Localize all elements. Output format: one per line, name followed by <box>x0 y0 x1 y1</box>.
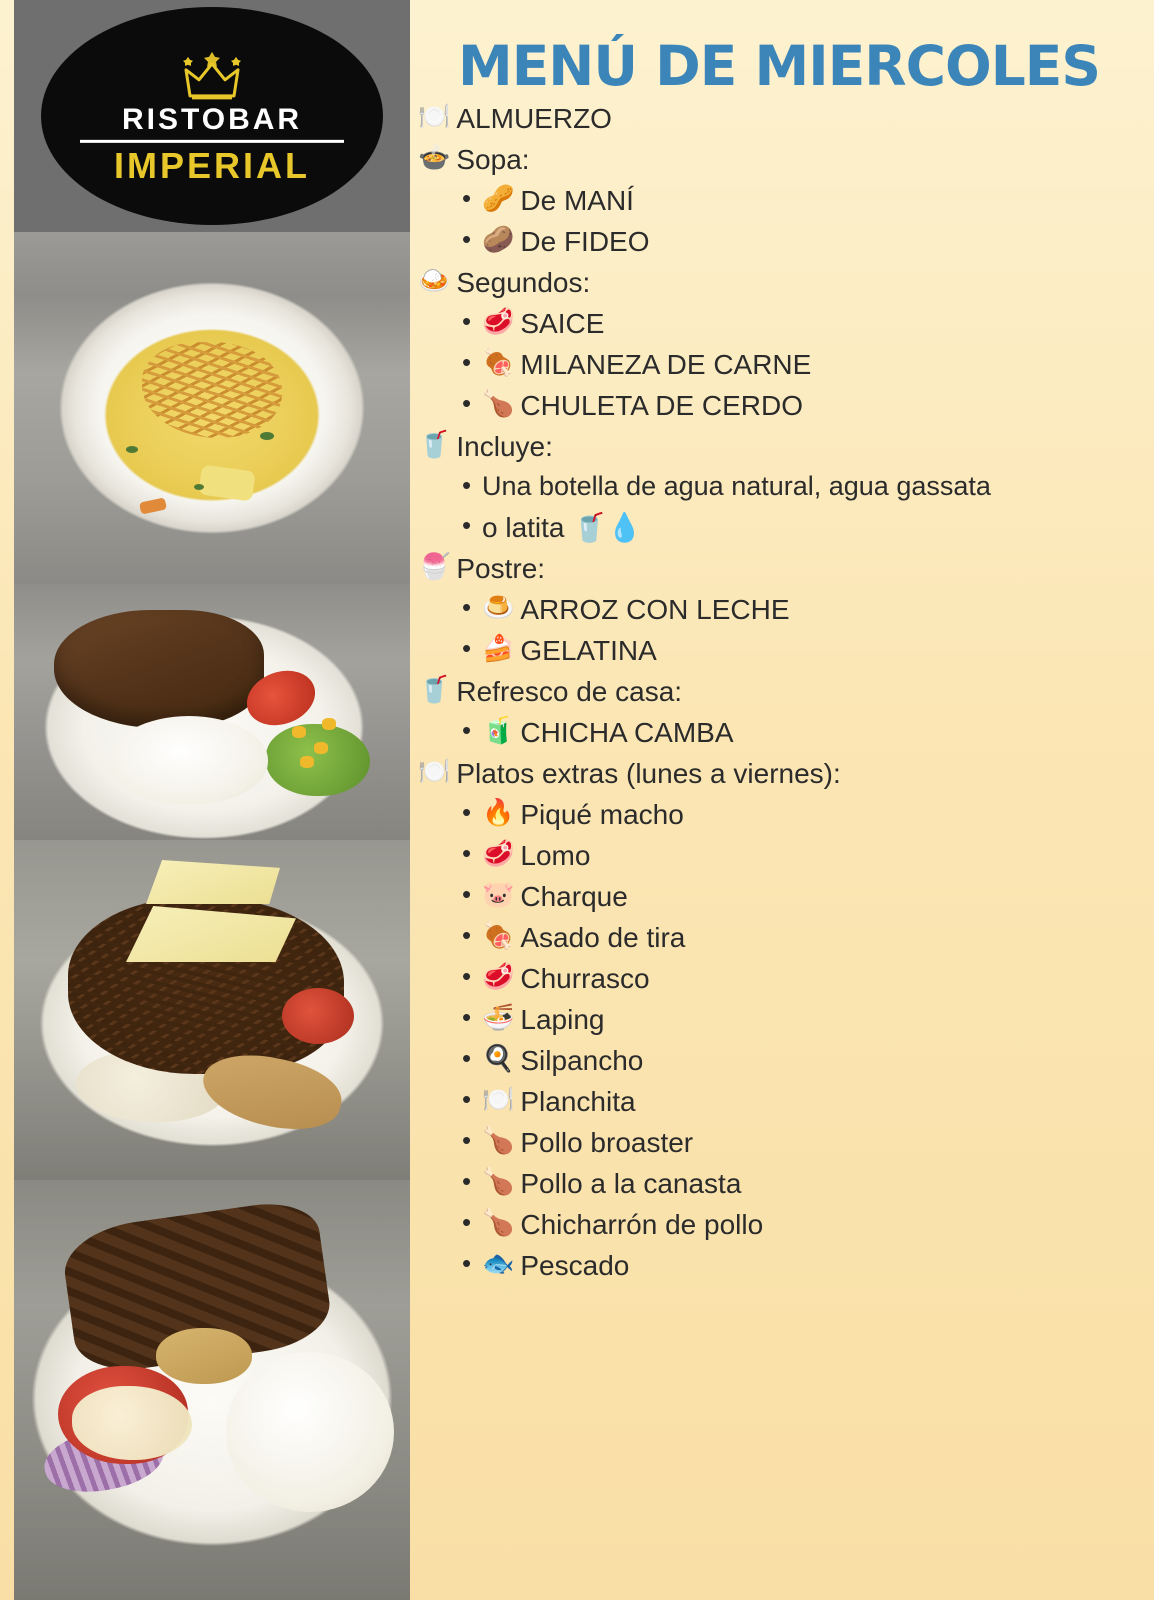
corn-kernel <box>314 742 328 754</box>
cheese-slice <box>146 860 280 904</box>
soup-herb <box>194 484 204 490</box>
list-item <box>418 962 1144 995</box>
item-label: Una botella de agua natural, agua gassata <box>482 471 991 502</box>
menu-column <box>410 0 1154 1600</box>
custard-icon: 🍮 <box>482 592 515 623</box>
bullet-icon: • <box>462 1207 472 1238</box>
potato <box>156 1328 252 1384</box>
item-label: Pollo a la canasta <box>520 1168 742 1200</box>
photo-column <box>14 0 410 1600</box>
cutlery-icon: 🍽️ <box>418 757 451 788</box>
curry-rice-icon: 🍛 <box>418 265 451 296</box>
list-item <box>418 798 1144 831</box>
list-item <box>418 1249 1144 1282</box>
list-item <box>418 225 1144 258</box>
section-label: ALMUERZO <box>456 102 612 134</box>
peanut-icon: 🥜 <box>482 183 515 214</box>
section-header-incluye <box>418 430 1144 463</box>
shaved-ice-icon: 🍧 <box>418 551 451 582</box>
cup-with-straw-icon: 🥤 <box>418 675 451 706</box>
bullet-icon: • <box>462 961 472 992</box>
logo-block <box>14 0 410 232</box>
item-label: Piqué macho <box>520 799 684 831</box>
list-item <box>418 1085 1144 1118</box>
list-item <box>418 634 1144 667</box>
section-header-almuerzo <box>418 102 1144 135</box>
section-label: Platos extras (lunes a viernes): <box>456 758 841 790</box>
page-title: MENÚ DE MIERCOLES <box>458 34 1100 98</box>
item-label: ARROZ CON LECHE <box>520 593 790 625</box>
photo-sopa-de-fideo <box>14 232 410 584</box>
bullet-icon: • <box>462 1043 472 1074</box>
item-label: De MANÍ <box>520 184 634 216</box>
bullet-icon: • <box>462 920 472 951</box>
soup-bowl-icon: 🍲 <box>418 142 451 173</box>
meat-on-bone-icon: 🍖 <box>482 921 515 952</box>
list-item <box>418 1126 1144 1159</box>
section-header-segundos <box>418 266 1144 299</box>
steak-icon: 🥩 <box>482 306 515 337</box>
bullet-icon: • <box>462 632 472 663</box>
bullet-icon: • <box>462 1248 472 1279</box>
section-label: Segundos: <box>456 266 591 298</box>
poultry-leg-icon: 🍗 <box>482 388 515 419</box>
meat-on-bone-icon: 🍖 <box>482 347 515 378</box>
item-label: Asado de tira <box>520 922 686 954</box>
item-label: CHICHA CAMBA <box>520 717 734 749</box>
beverage-box-icon: 🧃 <box>482 716 515 747</box>
poultry-leg-icon: 🍗 <box>482 1208 515 1239</box>
section-label: Incluye: <box>456 431 553 462</box>
item-label: CHULETA DE CERDO <box>520 389 804 421</box>
potato-icon: 🥔 <box>482 224 515 255</box>
bullet-icon: • <box>462 797 472 828</box>
pork-chop <box>54 610 264 728</box>
list-item <box>418 184 1144 217</box>
soup-herb <box>260 432 274 440</box>
soup-herb <box>126 446 138 453</box>
list-item <box>418 921 1144 954</box>
item-label: SAICE <box>520 307 605 339</box>
tomato <box>282 988 354 1044</box>
item-label: De FIDEO <box>520 225 650 257</box>
list-item <box>418 471 1144 503</box>
list-item <box>418 1003 1144 1036</box>
logo-content <box>62 48 362 184</box>
corn-kernel <box>292 726 306 738</box>
logo-brand-bottom: IMPERIAL <box>113 144 310 186</box>
logo-brand-top: RISTOBAR <box>121 102 303 136</box>
noodle-bowl-icon: 🍜 <box>482 1003 515 1034</box>
section-header-postre <box>418 552 1144 585</box>
bullet-icon: • <box>462 1002 472 1033</box>
bullet-icon: • <box>462 509 472 540</box>
bullet-icon: • <box>462 387 472 418</box>
item-label: Chicharrón de pollo <box>520 1209 764 1241</box>
cup-with-straw-icon: 🥤 <box>418 430 451 460</box>
crumbled-cheese <box>72 1386 192 1460</box>
corn-kernel <box>300 756 314 768</box>
item-label: Pollo broaster <box>520 1127 694 1159</box>
poultry-leg-icon: 🍗 <box>482 1167 515 1198</box>
corn-kernel <box>322 718 336 730</box>
soup-potato <box>198 464 256 501</box>
list-item <box>418 511 1144 544</box>
list-item <box>418 839 1144 872</box>
photo-charque <box>14 840 410 1180</box>
item-label: Laping <box>520 1004 605 1036</box>
item-label: Planchita <box>520 1086 636 1118</box>
section-label: Refresco de casa: <box>456 676 683 708</box>
lettuce <box>266 724 370 796</box>
white-rice <box>226 1352 394 1512</box>
soup-noodles <box>142 342 282 438</box>
bullet-icon: • <box>462 715 472 746</box>
section-label: Postre: <box>456 552 546 584</box>
pig-face-icon: 🐷 <box>482 880 515 911</box>
list-item <box>418 1044 1144 1077</box>
cake-slice-icon: 🍰 <box>482 633 515 664</box>
section-label: Sopa: <box>456 143 530 175</box>
fried-egg-icon: 🍳 <box>482 1044 515 1075</box>
bullet-icon: • <box>462 223 472 254</box>
list-item <box>418 348 1144 381</box>
item-label: Pescado <box>520 1250 630 1282</box>
photo-chuleta-de-cerdo <box>14 584 410 840</box>
cutlery-icon: 🍽️ <box>482 1085 515 1116</box>
bullet-icon: • <box>462 838 472 869</box>
list-item <box>418 1208 1144 1241</box>
item-label: o latita 🥤💧 <box>482 511 643 543</box>
list-item <box>418 307 1144 340</box>
bullet-icon: • <box>462 591 472 622</box>
item-label: Churrasco <box>520 963 650 995</box>
cutlery-icon: 🍽️ <box>418 101 451 132</box>
fish-icon: 🐟 <box>482 1249 515 1280</box>
section-header-sopa <box>418 143 1144 176</box>
logo-divider <box>80 139 344 142</box>
poultry-leg-icon: 🍗 <box>482 1126 515 1157</box>
bullet-icon: • <box>462 182 472 213</box>
section-header-platos-extras <box>418 757 1144 790</box>
steak-icon: 🥩 <box>482 839 515 870</box>
bullet-icon: • <box>462 1125 472 1156</box>
item-label: Silpancho <box>520 1045 644 1077</box>
bullet-icon: • <box>462 1084 472 1115</box>
soup-carrot <box>139 497 167 514</box>
fire-icon: 🔥 <box>482 798 515 829</box>
bullet-icon: • <box>462 305 472 336</box>
list-item <box>418 880 1144 913</box>
bullet-icon: • <box>462 470 472 501</box>
bullet-icon: • <box>462 346 472 377</box>
photo-silpancho <box>14 1180 410 1600</box>
crown-icon <box>172 48 252 102</box>
list-item <box>418 593 1144 626</box>
steak-icon: 🥩 <box>482 962 515 993</box>
item-label: GELATINA <box>520 634 657 666</box>
bullet-icon: • <box>462 879 472 910</box>
item-label: MILANEZA DE CARNE <box>520 348 812 380</box>
list-item <box>418 716 1144 749</box>
list-item <box>418 1167 1144 1200</box>
item-label: Charque <box>520 881 628 913</box>
bullet-icon: • <box>462 1166 472 1197</box>
list-item <box>418 389 1144 422</box>
section-header-refresco <box>418 675 1144 708</box>
item-label: Lomo <box>520 840 591 872</box>
white-rice <box>110 716 268 804</box>
